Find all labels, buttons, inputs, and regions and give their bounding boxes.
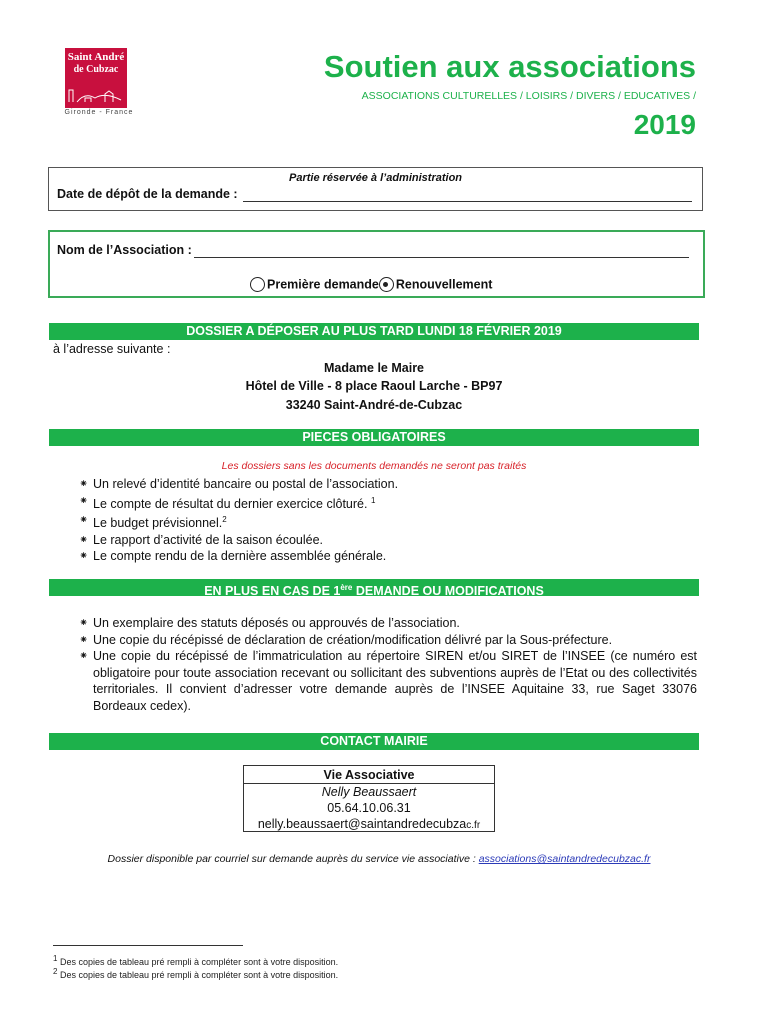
list-item bbox=[49, 512, 699, 532]
footnote-ref: 1 bbox=[370, 495, 376, 505]
footer-email-link[interactable]: associations@saintandredecubzac.fr bbox=[478, 853, 651, 865]
bullet-icon: ⁕ bbox=[79, 617, 89, 629]
address-line-2: Hôtel de Ville - 8 place Raoul Larche - BP97 bbox=[245, 379, 503, 393]
list-item-text: Une copie du récépissé de déclaration de création/modification délivré par la Sous-préfecture. bbox=[93, 632, 613, 647]
address-line-1: Madame le Maire bbox=[323, 361, 425, 375]
list-item bbox=[49, 548, 699, 565]
renewal-label: Renouvellement bbox=[395, 277, 493, 292]
contact-phone: 05.64.10.06.31 bbox=[327, 801, 411, 815]
contact-email-tail: c.fr bbox=[466, 820, 481, 831]
extra-documents-list bbox=[49, 615, 697, 714]
extra-band-prefix: EN PLUS EN CAS DE 1 bbox=[204, 584, 341, 599]
list-item-text: Le compte de résultat du dernier exercice clôturé. bbox=[93, 496, 368, 511]
footnote-ref: 2 bbox=[222, 515, 227, 525]
logo-text-line1: Saint André bbox=[67, 51, 125, 63]
required-documents-warning: Les dossiers sans les documents demandés ne seront pas traités bbox=[221, 460, 527, 472]
bullet-icon: ⁕ bbox=[79, 633, 89, 646]
page-year: 2019 bbox=[633, 109, 696, 140]
footnote-number: 2 bbox=[53, 967, 58, 976]
request-type-radio-group bbox=[250, 277, 492, 295]
bullet-icon: ⁕ bbox=[79, 550, 89, 563]
bullet-icon: ⁕ bbox=[79, 514, 89, 527]
association-name-label: Nom de l’Association : bbox=[57, 243, 192, 257]
required-documents-list bbox=[49, 476, 699, 565]
list-item bbox=[49, 493, 699, 513]
bullet-icon: ⁕ bbox=[79, 478, 89, 490]
contact-box bbox=[243, 765, 495, 832]
logo-subtitle: Gironde - France bbox=[64, 109, 134, 116]
contact-name: Nelly Beaussaert bbox=[321, 785, 417, 799]
list-item-text: Une copie du récépissé de l’immatriculation au répertoire SIREN et/ou SIRET de l’INSEE (ce numéro est obligatoire pour toute association recevant ou sollicitant des subventions auprès de l’Etat ou des collectivités territoriales. Il convient d’adresser votre demande auprès de l’INSEE Aquitaine 33, rue Saget 33076 Bordeaux cedex). bbox=[93, 649, 697, 713]
footnote-1 bbox=[53, 954, 338, 967]
address-intro: à l’adresse suivante : bbox=[53, 342, 171, 356]
deposit-date-label: Date de dépôt de la demande : bbox=[57, 187, 238, 201]
deadline-band: DOSSIER A DÉPOSER AU PLUS TARD LUNDI 18 FÉVRIER 2019 bbox=[49, 323, 699, 340]
contact-email bbox=[244, 817, 494, 831]
footnote-text: Des copies de tableau pré rempli à compléter sont à votre disposition. bbox=[59, 957, 339, 967]
list-item-text: Le rapport d’activité de la saison écoulée. bbox=[93, 532, 324, 547]
bullet-icon: ⁕ bbox=[79, 650, 89, 662]
admin-reserved-box bbox=[48, 167, 703, 211]
deposit-date-field[interactable] bbox=[243, 201, 692, 202]
association-name-field[interactable] bbox=[194, 257, 689, 258]
contact-box-title: Vie Associative bbox=[244, 766, 494, 784]
logo-text-line2: de Cubzac bbox=[73, 64, 119, 75]
list-item-text: Un exemplaire des statuts déposés ou approuvés de l’association. bbox=[93, 616, 460, 630]
list-item bbox=[49, 615, 697, 632]
renewal-radio[interactable] bbox=[379, 277, 394, 292]
list-item-text: Le compte rendu de la dernière assemblée générale. bbox=[93, 549, 387, 564]
required-documents-band: PIECES OBLIGATOIRES bbox=[49, 429, 699, 446]
footnote-divider bbox=[53, 945, 243, 946]
footnote-number: 1 bbox=[53, 954, 58, 963]
list-item-text: Le budget prévisionnel. bbox=[93, 516, 223, 531]
bullet-icon: ⁕ bbox=[79, 494, 89, 507]
admin-box-title: Partie réservée à l’administration bbox=[288, 172, 463, 184]
extra-documents-band bbox=[49, 579, 699, 599]
address-line-3: 33240 Saint-André-de-Cubzac bbox=[285, 398, 463, 412]
list-item bbox=[49, 632, 697, 649]
list-item bbox=[49, 648, 697, 714]
page-title: Soutien aux associations bbox=[323, 49, 696, 84]
list-item bbox=[49, 532, 699, 549]
extra-band-suffix: DEMANDE OU MODIFICATIONS bbox=[352, 584, 544, 599]
list-item-text: Un relevé d’identité bancaire ou postal de l’association. bbox=[93, 477, 399, 491]
contact-email-main: nelly.beaussaert@saintandredecubza bbox=[257, 817, 467, 831]
bullet-icon: ⁕ bbox=[79, 533, 89, 546]
first-request-radio[interactable] bbox=[250, 277, 265, 292]
association-box bbox=[48, 230, 705, 298]
first-request-label: Première demande bbox=[267, 277, 379, 292]
town-logo bbox=[59, 48, 139, 118]
list-item bbox=[49, 476, 699, 493]
footer-note bbox=[49, 853, 709, 865]
footnote-text: Des copies de tableau pré rempli à compléter sont à votre disposition. bbox=[59, 970, 339, 980]
page-subtitle: ASSOCIATIONS CULTURELLES / LOISIRS / DIVERS / EDUCATIVES / bbox=[361, 90, 696, 102]
contact-band: CONTACT MAIRIE bbox=[49, 733, 699, 750]
footer-note-text: Dossier disponible par courriel sur demande auprès du service vie associative : bbox=[107, 853, 479, 865]
extra-band-sup: ère bbox=[340, 583, 353, 592]
footnote-2 bbox=[53, 967, 338, 980]
